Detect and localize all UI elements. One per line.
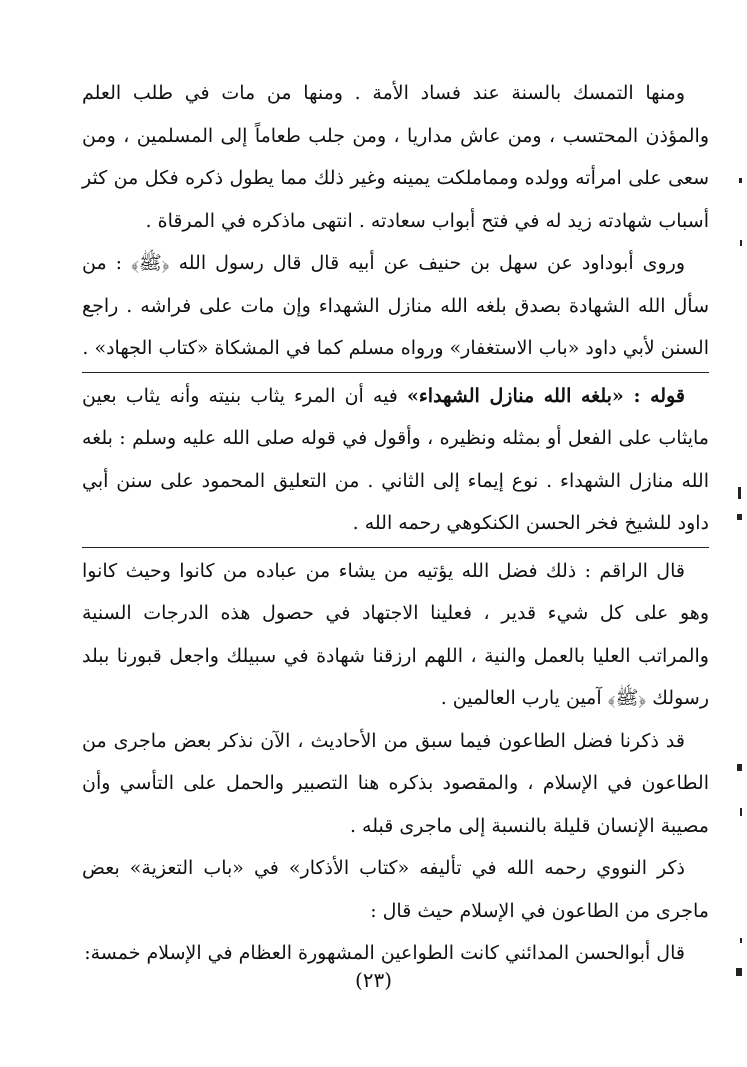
- page-body: [82, 72, 709, 975]
- scan-speck: [737, 514, 742, 520]
- paragraph-merits: ومنها التمسك بالسنة عند فساد الأمة . ومنها من مات في طلب العلم والمؤذن المحتسب ، ومن عاش مداريا ، ومن جلب طعاماً إلى المسلمين ، ومن سعى على امرأته وولده ومماملكت يمينه وغير ذلك مما يطول ذكره فكل من كثر أسباب شهادته زيد له في فتح أبواب سعادته . انتهى ماذكره في المرقاة .: [82, 82, 709, 232]
- scan-speck: [740, 938, 742, 943]
- paragraph-plague-intro: قد ذكرنا فضل الطاعون فيما سبق من الأحاديث ، الآن نذكر بعض ماجرى من الطاعون في الإسلام ، والمقصود بذكره هنا التصبير والحمل على التأسي وأن مصيبة الإنسان قليلة بالنسبة إلى ماجرى قبله .: [82, 729, 710, 837]
- scan-speck: [739, 178, 742, 183]
- commentary-divider-end: [82, 547, 709, 548]
- commentary-body: فيه أن المرء يثاب بنيته وأنه يثاب بعين مايثاب على الفعل أو بمثله ونظيره ، وأقول في قوله صلى الله عليه وسلم : بلغه الله منازل الشهداء . نوع إيماء إلى الثاني . من التعليق المحمود على سنن أبي داود للشيخ فخر الحسن الكنكوهي رحمه الله .: [82, 384, 709, 534]
- paragraph-madaini: قال أبوالحسن المدائني كانت الطواعين المشهورة العظام في الإسلام خمسة:: [84, 942, 685, 964]
- commentary-lead: قوله : «بلغه الله منازل الشهداء»: [406, 384, 685, 407]
- scan-speck: [738, 487, 741, 499]
- scan-speck: [736, 968, 742, 976]
- paragraph-hadith: وروى أبوداود عن سهل بن حنيف عن أبيه قال قال رسول الله ﴿ﷺ﴾ : من سأل الله الشهادة بصدق بلغه الله منازل الشهداء وإن مات على فراشه . راجع السنن لأبي داود «باب الاستغفار» ورواه مسلم كما في المشكاة «كتاب الجهاد» .: [82, 252, 709, 359]
- scan-speck: [740, 808, 742, 816]
- page-number: (٢٣): [354, 968, 393, 992]
- commentary-divider: [82, 372, 709, 373]
- paragraph-commentary: [82, 375, 709, 545]
- paragraph-author-note: قال الراقم : ذلك فضل الله يؤتيه من يشاء من عباده من كانوا وحيث كانوا وهو على كل شيء قدير ، فعلينا الاجتهاد في حصول هذه الدرجات السنية والمراتب العليا بالعمل والنية ، اللهم ارزقنا شهادة في سبيلك واجعل قبورنا ببلد رسولك ﴿ﷺ﴾ آمين يارب العالمين .: [82, 559, 709, 709]
- paragraph-nawawi: ذكر النووي رحمه الله في تأليفه «كتاب الأذكار» في «باب التعزية» بعض ماجرى من الطاعون في الإسلام حيث قال :: [82, 857, 709, 922]
- scan-speck: [737, 764, 742, 771]
- scan-speck: [740, 240, 742, 246]
